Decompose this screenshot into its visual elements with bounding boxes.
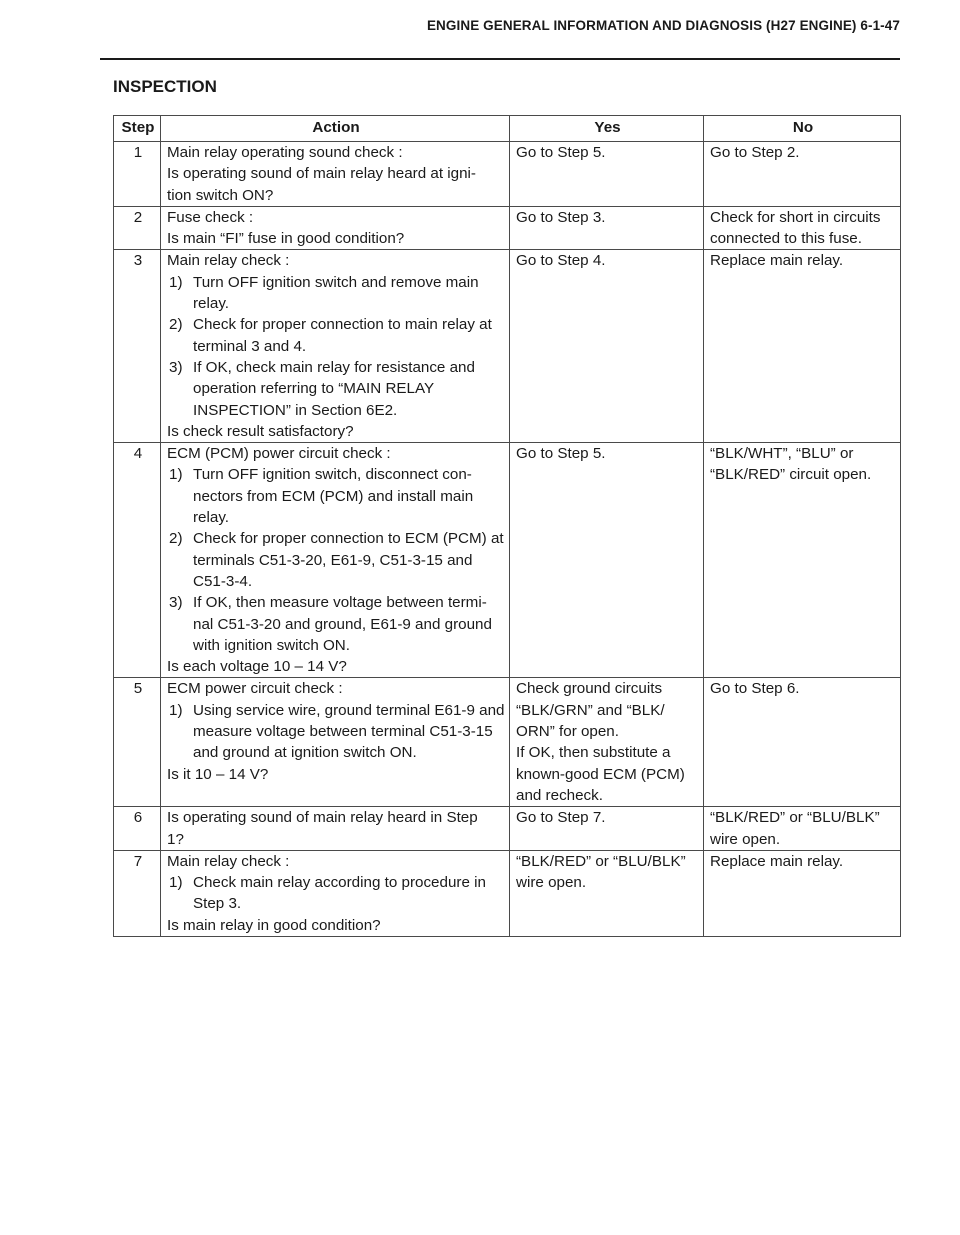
- table-row: [114, 250, 901, 443]
- step-number-cell: 6: [114, 807, 161, 851]
- action-question: Is it 10 – 14 V?: [167, 765, 269, 783]
- substep-number: 1): [169, 273, 183, 291]
- table-body: [114, 142, 901, 937]
- substep-text: If OK, then measure voltage between termi- nal C51-3-20 and ground, E61-9 and ground with ignition switch ON.: [193, 594, 492, 654]
- yes-result-cell: [510, 250, 704, 443]
- action-substep: [169, 357, 505, 421]
- no-result-line: Replace main relay.: [710, 852, 844, 870]
- no-result-line: “BLK/RED” or “BLU/BLK”: [710, 809, 880, 827]
- action-line: Fuse check :: [167, 208, 254, 226]
- yes-result-line: Check ground circuits: [516, 680, 663, 698]
- action-question: Is check result satisfactory?: [167, 422, 354, 440]
- table-header-row: [114, 116, 901, 142]
- diagnosis-table: [113, 115, 901, 937]
- action-line: tion switch ON?: [167, 186, 274, 204]
- no-result-cell: [704, 206, 901, 250]
- yes-result-line: and recheck.: [516, 786, 603, 804]
- action-substep: [169, 592, 505, 656]
- substep-text: Using service wire, ground terminal E61-9 and measure voltage between terminal C51-3-15 and ground at ignition switch ON.: [193, 701, 505, 762]
- action-cell: [161, 443, 510, 678]
- substep-number: 3): [169, 594, 183, 612]
- action-cell: [161, 206, 510, 250]
- yes-result-cell: [510, 142, 704, 207]
- substep-text: Turn OFF ignition switch and remove main relay.: [193, 273, 479, 313]
- substep-number: 2): [169, 316, 183, 334]
- substep-text: Check for proper connection to ECM (PCM) at terminals C51-3-20, E61-9, C51-3-15 and C51-3-4.: [193, 530, 504, 590]
- table-row: [114, 850, 901, 936]
- yes-result-cell: [510, 443, 704, 678]
- substep-text: If OK, check main relay for resistance and operation referring to “MAIN RELAY INSPECTION” in Section 6E2.: [193, 358, 475, 419]
- action-line: Main relay check :: [167, 852, 290, 870]
- substep-text: Check main relay according to procedure in Step 3.: [193, 874, 486, 913]
- no-result-cell: [704, 850, 901, 936]
- step-number-cell: 5: [114, 678, 161, 807]
- action-line: Main relay check :: [167, 252, 290, 270]
- substep-number: 1): [169, 874, 183, 892]
- action-question: Is each voltage 10 – 14 V?: [167, 658, 347, 676]
- yes-result-line: Go to Step 5.: [516, 144, 606, 161]
- substep-number: 2): [169, 530, 183, 548]
- no-result-line: connected to this fuse.: [710, 230, 862, 248]
- yes-result-line: “BLK/RED” or “BLU/BLK”: [516, 852, 686, 870]
- action-substep: [169, 464, 505, 528]
- yes-result-cell: [510, 678, 704, 807]
- no-result-cell: [704, 807, 901, 851]
- action-substep: [169, 872, 505, 915]
- header-rule: [100, 58, 900, 60]
- column-header-no: No: [704, 116, 901, 142]
- yes-result-line: wire open.: [516, 874, 587, 892]
- yes-result-line: ORN” for open.: [516, 723, 619, 741]
- no-result-line: Check for short in circuits: [710, 208, 881, 226]
- action-line: Is operating sound of main relay heard in Step: [167, 809, 478, 827]
- yes-result-line: Go to Step 4.: [516, 252, 606, 270]
- yes-result-line: “BLK/GRN” and “BLK/: [516, 701, 665, 719]
- action-cell: [161, 850, 510, 936]
- action-line: Is main “FI” fuse in good condition?: [167, 230, 405, 248]
- yes-result-cell: [510, 850, 704, 936]
- yes-result-line: Go to Step 3.: [516, 208, 606, 226]
- yes-result-cell: [510, 206, 704, 250]
- substep-number: 1): [169, 701, 183, 719]
- substep-text: Turn OFF ignition switch, disconnect con- nectors from ECM (PCM) and install main relay.: [193, 466, 474, 527]
- column-header-step: Step: [114, 116, 161, 142]
- column-header-yes: Yes: [510, 116, 704, 142]
- no-result-line: wire open.: [710, 830, 781, 848]
- substep-number: 1): [169, 466, 183, 484]
- action-substep: [169, 700, 505, 764]
- step-number-cell: 7: [114, 850, 161, 936]
- page-header: [100, 14, 900, 60]
- no-result-cell: [704, 250, 901, 443]
- no-result-line: Go to Step 2.: [710, 144, 800, 161]
- running-header-title: ENGINE GENERAL INFORMATION AND DIAGNOSIS (H27 ENGINE) 6-1-47: [426, 18, 900, 33]
- yes-result-line: Go to Step 7.: [516, 809, 606, 827]
- no-result-cell: [704, 443, 901, 678]
- action-line: ECM (PCM) power circuit check :: [167, 445, 391, 463]
- column-header-action: Action: [161, 116, 510, 142]
- action-cell: [161, 142, 510, 207]
- no-result-line: “BLK/WHT”, “BLU” or: [710, 445, 854, 463]
- action-cell: [161, 250, 510, 443]
- no-result-line: Go to Step 6.: [710, 680, 800, 698]
- no-result-cell: [704, 678, 901, 807]
- action-line: 1?: [167, 830, 184, 848]
- action-cell: [161, 678, 510, 807]
- substep-text: Check for proper connection to main relay at terminal 3 and 4.: [193, 316, 492, 355]
- table-row: [114, 206, 901, 250]
- no-result-cell: [704, 142, 901, 207]
- step-number-cell: 3: [114, 250, 161, 443]
- yes-result-line: known-good ECM (PCM): [516, 765, 685, 783]
- table-row: [114, 678, 901, 807]
- table-row: [114, 142, 901, 207]
- action-substep: [169, 528, 505, 592]
- step-number-cell: 4: [114, 443, 161, 678]
- no-result-line: Replace main relay.: [710, 252, 844, 270]
- action-line: ECM power circuit check :: [167, 680, 343, 698]
- yes-result-cell: [510, 807, 704, 851]
- action-line: Is operating sound of main relay heard at igni-: [167, 165, 476, 183]
- table-row: [114, 807, 901, 851]
- substep-number: 3): [169, 358, 183, 376]
- table-row: [114, 443, 901, 678]
- action-line: Main relay operating sound check :: [167, 144, 403, 161]
- action-substep: [169, 314, 505, 357]
- action-substep: [169, 272, 505, 315]
- action-cell: [161, 807, 510, 851]
- step-number-cell: 1: [114, 142, 161, 207]
- no-result-line: “BLK/RED” circuit open.: [710, 466, 872, 484]
- action-question: Is main relay in good condition?: [167, 916, 381, 934]
- step-number-cell: 2: [114, 206, 161, 250]
- yes-result-line: Go to Step 5.: [516, 445, 606, 463]
- yes-result-line: If OK, then substitute a: [516, 744, 671, 762]
- section-title: INSPECTION: [113, 77, 217, 96]
